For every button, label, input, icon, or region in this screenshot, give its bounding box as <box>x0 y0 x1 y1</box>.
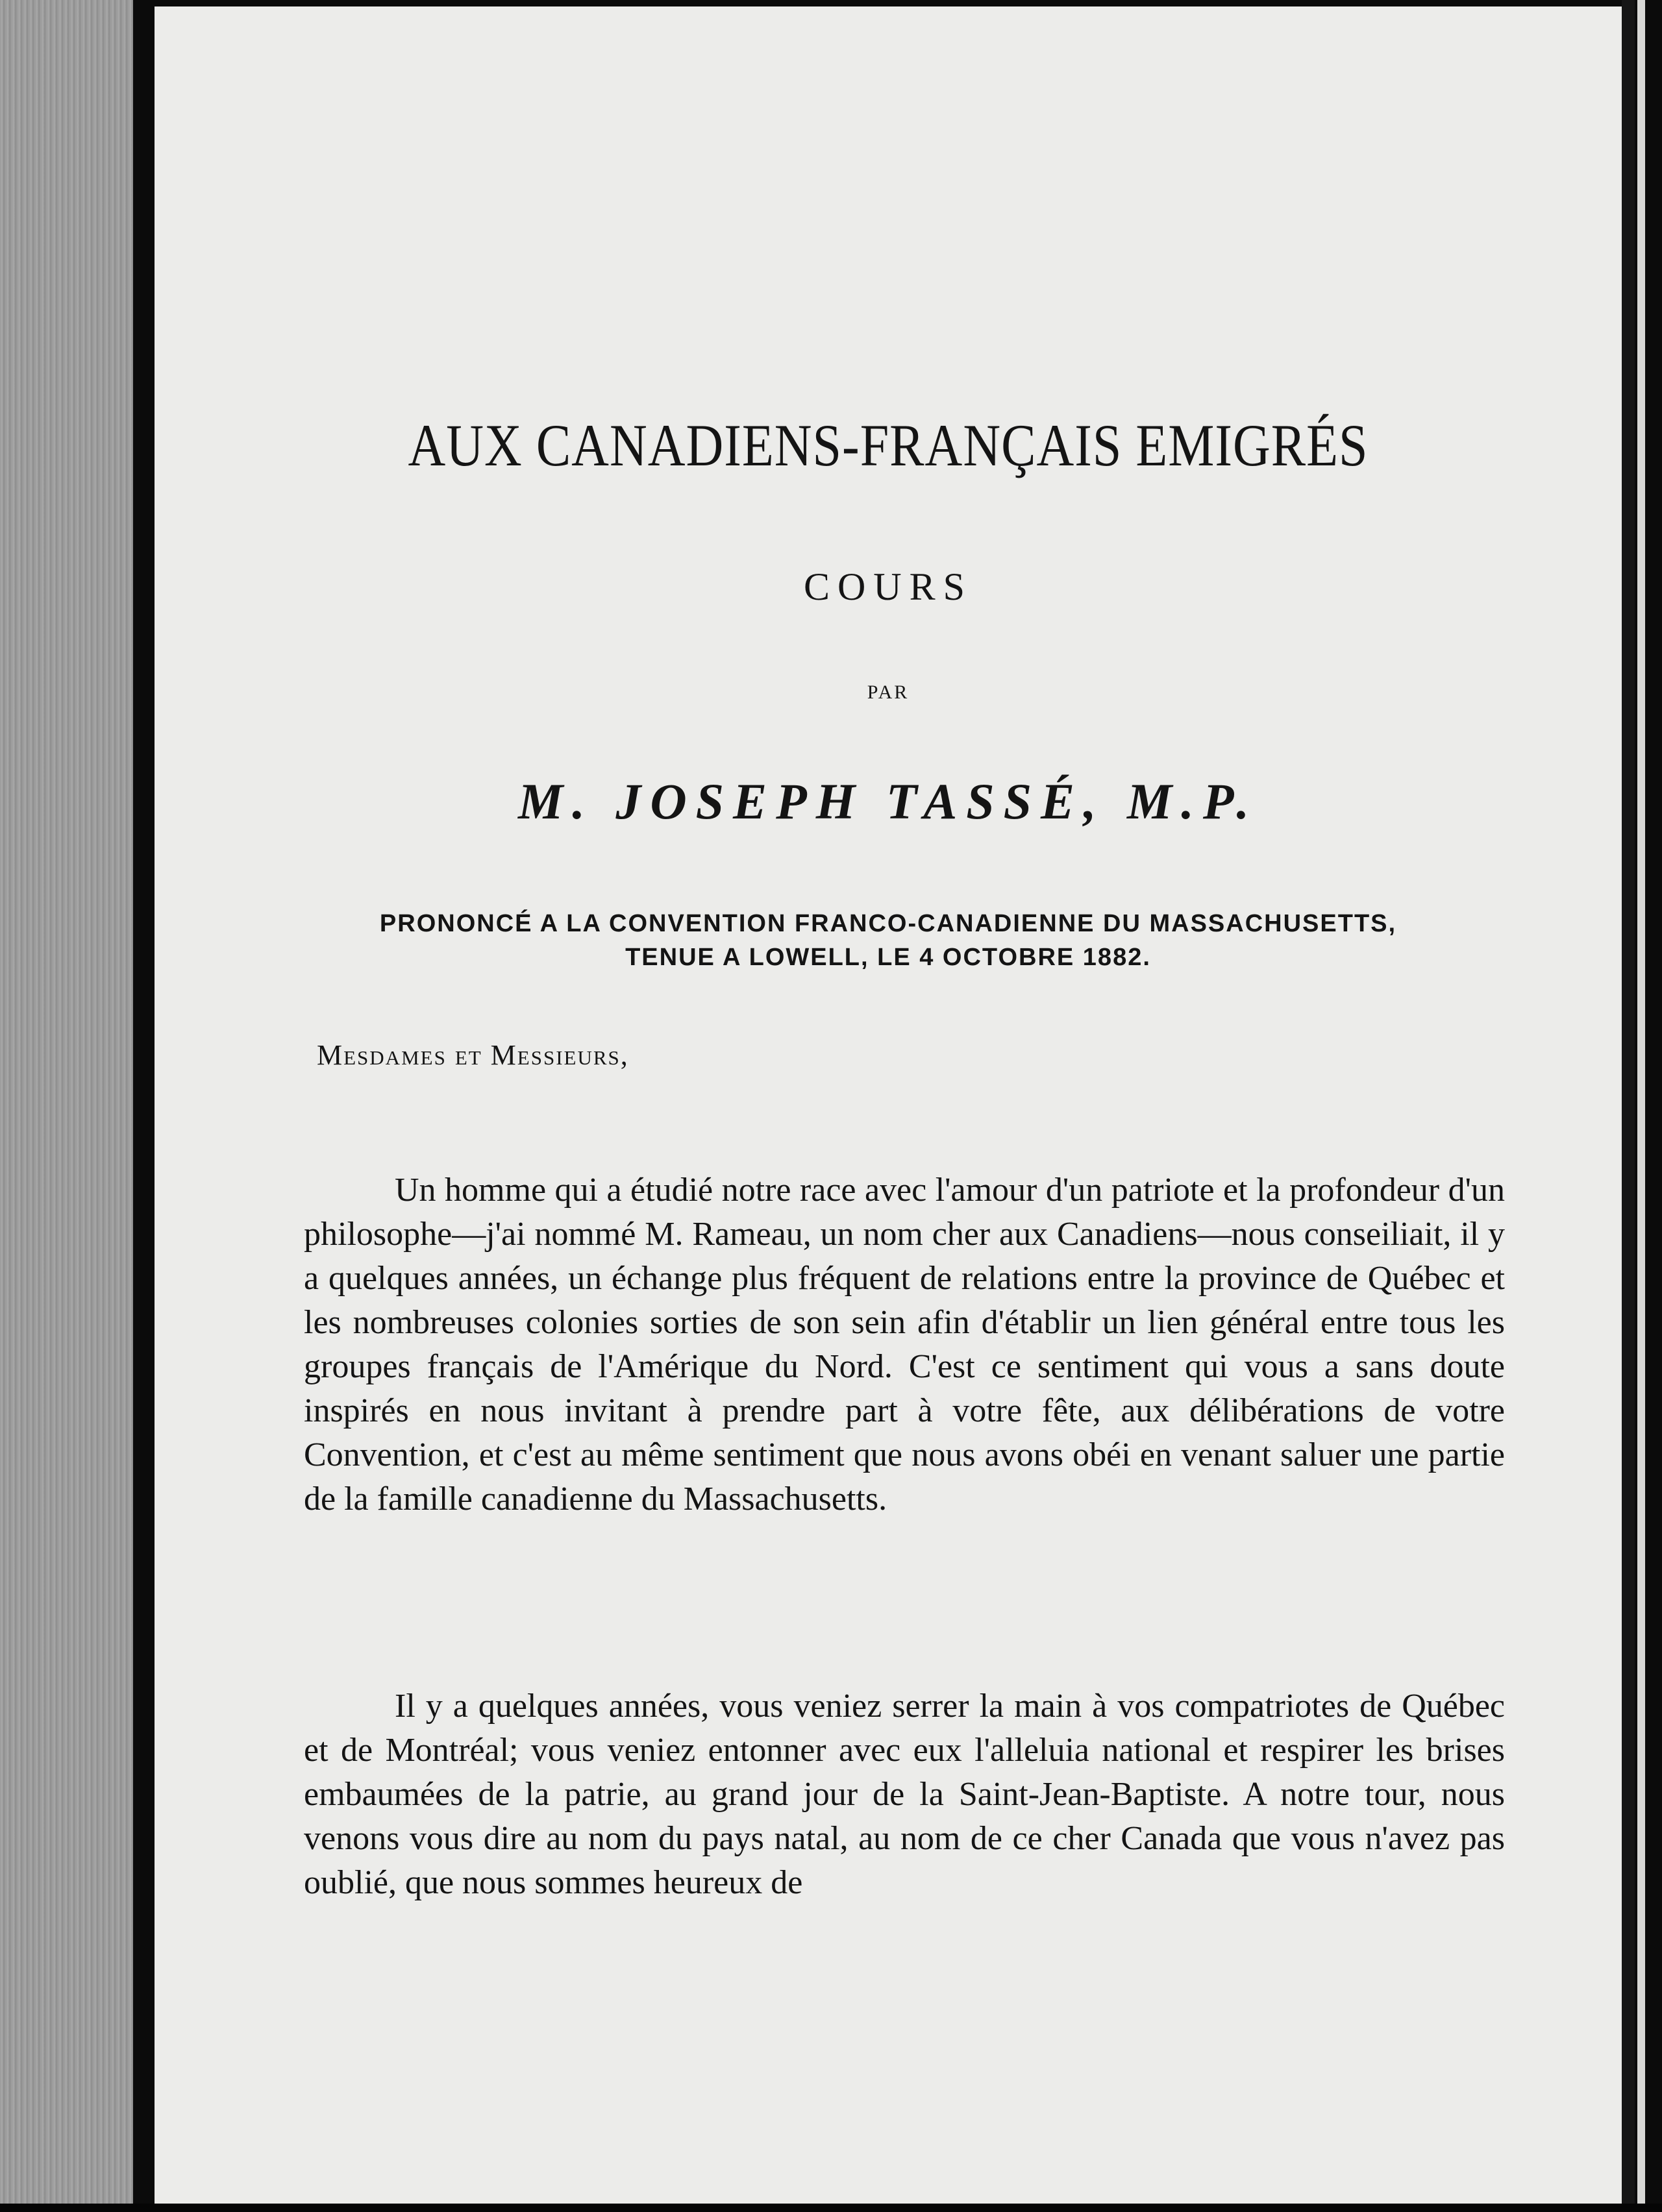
page-right-shadow <box>1622 0 1635 2212</box>
document-subtitle: COURS <box>803 565 973 608</box>
body-paragraph: Il y a quelques années, vous veniez serrer la main à vos compatriotes de Québec et de Montréal; vous veniez entonner avec eux l'alleluia national et respirer les brises embaumées de la patrie, au grand jour de la Saint-Jean-Baptiste. A notre tour, nous venons vous dire au nom du pays natal, au nom de ce cher Canada que vous n'avez pas oublié, que nous sommes heureux de <box>304 1688 1505 1901</box>
scan-bottom-border <box>0 2204 1662 2212</box>
document-title: AUX CANADIENS-FRANÇAIS EMIGRÉS <box>408 413 1369 479</box>
book-binding-edge <box>0 0 133 2212</box>
occasion-line-2: TENUE A LOWELL, LE 4 OCTOBRE 1882. <box>625 944 1151 971</box>
author-name: M. JOSEPH TASSÉ, M.P. <box>517 773 1258 830</box>
scanned-page <box>155 6 1622 2204</box>
page-right-margin-strip <box>1637 0 1645 2212</box>
body-paragraph: Un homme qui a étudié notre race avec l'amour d'un patriote et la profondeur d'un philosophe—j'ai nommé M. Rameau, un nom cher aux Canadiens—nous conseiliait, il y a quelques années, un échange plus fréquent de relations entre la province de Québec et les nombreuses colonies sorties de son sein afin d'établir un lien général entre tous les groupes français de l'Amérique du Nord. C'est ce sentiment qui vous a sans doute inspirés en nous invitant à prendre part à votre fête, aux délibérations de votre Convention, et c'est au même sentiment que nous avons obéi en venant saluer une partie de la famille canadienne du Massachusetts. <box>304 1172 1505 1518</box>
by-label: PAR <box>867 682 910 703</box>
salutation: Mesdames et Messieurs, <box>317 1039 629 1071</box>
occasion-line-1: PRONONCÉ A LA CONVENTION FRANCO-CANADIENNE DU MASSACHUSETTS, <box>379 910 1397 937</box>
